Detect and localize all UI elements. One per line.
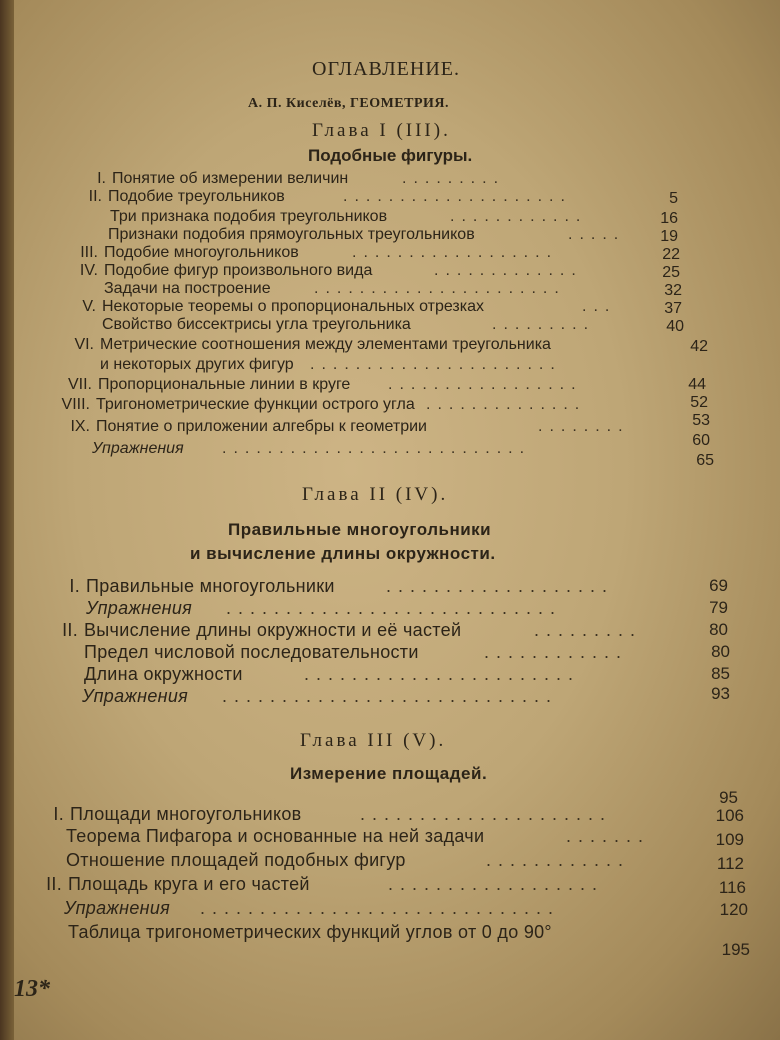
toc-entry: Задачи на построение ...................... xyxy=(104,280,566,297)
page-number: 19 xyxy=(660,228,678,245)
page-number: 80 xyxy=(711,642,730,661)
toc-entry: Таблица тригонометрических функций углов от 0 до 90° xyxy=(68,922,552,942)
page-number: 85 xyxy=(711,664,730,683)
page-number: 80 xyxy=(709,620,728,639)
page-number: 69 xyxy=(709,576,728,595)
toc-entry: Длина окружности ....................... xyxy=(84,664,581,684)
chapter-2-subtitle: Правильные многоугольники xyxy=(228,520,492,539)
chapter-1-heading: Глава I (III). xyxy=(312,120,451,141)
toc-entry: Упражнения .............................. xyxy=(64,898,561,918)
page-number: 106 xyxy=(715,806,744,825)
page-number: 95 xyxy=(719,788,738,807)
chapter-3-heading: Глава III (V). xyxy=(300,730,447,751)
page-number: 109 xyxy=(715,830,744,849)
page-number: 25 xyxy=(662,264,680,281)
page-number: 195 xyxy=(721,940,750,959)
toc-entry: Упражнения ........................... xyxy=(92,440,532,457)
toc-entry: V. Некоторые теоремы о пропорциональных отрезках ... xyxy=(82,298,617,315)
page-number: 44 xyxy=(688,376,706,393)
page-number: 65 xyxy=(696,452,714,469)
toc-entry: I. Правильные многоугольники ................... xyxy=(69,576,615,596)
toc-entry: VI. Метрические соотношения между элементами треугольника xyxy=(74,336,551,353)
toc-entry: Свойство биссектрисы угла треугольника ......... xyxy=(102,316,596,333)
toc-entry: III. Подобие многоугольников .................. xyxy=(80,244,559,261)
toc-entry: IX. Понятие о приложении алгебры к геометрии ........ xyxy=(70,418,630,435)
page-number: 5 xyxy=(669,190,678,207)
page-number: 22 xyxy=(662,246,680,263)
toc-entry: VII. Пропорциональные линии в круге ................. xyxy=(67,376,583,393)
page-title: ОГЛАВЛЕНИЕ. xyxy=(312,58,460,80)
toc-entry: Предел числовой последовательности ............ xyxy=(84,642,629,662)
page-number: 93 xyxy=(711,684,730,703)
toc-entry: Упражнения ............................ xyxy=(86,598,563,618)
toc-entry: I. Понятие об измерении величин ......... xyxy=(97,170,506,187)
toc-entry: VIII. Тригонометрические функции острого угла .............. xyxy=(61,396,587,413)
chapter-1-subtitle: Подобные фигуры. xyxy=(308,146,473,165)
page-number: 16 xyxy=(660,210,678,227)
page-edge xyxy=(0,0,14,1040)
page-number: 79 xyxy=(709,598,728,617)
toc-entry: Теорема Пифагора и основанные на ней задачи ....... xyxy=(66,826,651,846)
signature-mark: 13* xyxy=(14,976,50,1002)
toc-entry: и некоторых других фигур ...................... xyxy=(100,356,562,373)
page-number: 120 xyxy=(719,900,748,919)
page-number: 42 xyxy=(690,338,708,355)
toc-entry: Три признака подобия треугольников ............ xyxy=(110,208,588,225)
chapter-2-subtitle: и вычисление длины окружности. xyxy=(190,544,496,563)
toc-entry: II. Площадь круга и его частей .................. xyxy=(46,874,605,894)
page-number: 40 xyxy=(666,318,684,335)
toc-entry: II. Подобие треугольников .................... xyxy=(88,188,572,205)
chapter-3-subtitle: Измерение площадей. xyxy=(290,764,488,783)
page-number: 60 xyxy=(692,432,710,449)
page-number: 32 xyxy=(664,282,682,299)
chapter-2-heading: Глава II (IV). xyxy=(302,484,449,505)
toc-entry: I. Площади многоугольников ..................... xyxy=(53,804,613,824)
page-number: 37 xyxy=(664,300,682,317)
toc-entry: Отношение площадей подобных фигур ............ xyxy=(66,850,631,870)
page-number: 52 xyxy=(690,394,708,411)
toc-entry: II. Вычисление длины окружности и её частей ......... xyxy=(62,620,643,640)
page-number: 53 xyxy=(692,412,710,429)
page-number: 116 xyxy=(718,878,746,897)
toc-entry: IV. Подобие фигур произвольного вида ............. xyxy=(79,262,583,279)
page-number: 112 xyxy=(716,854,744,873)
author-line: А. П. Киселёв, ГЕОМЕТРИЯ. xyxy=(248,96,450,111)
toc-entry: Признаки подобия прямоугольных треугольников ..... xyxy=(108,226,626,243)
toc-entry: Упражнения ............................ xyxy=(82,686,559,706)
